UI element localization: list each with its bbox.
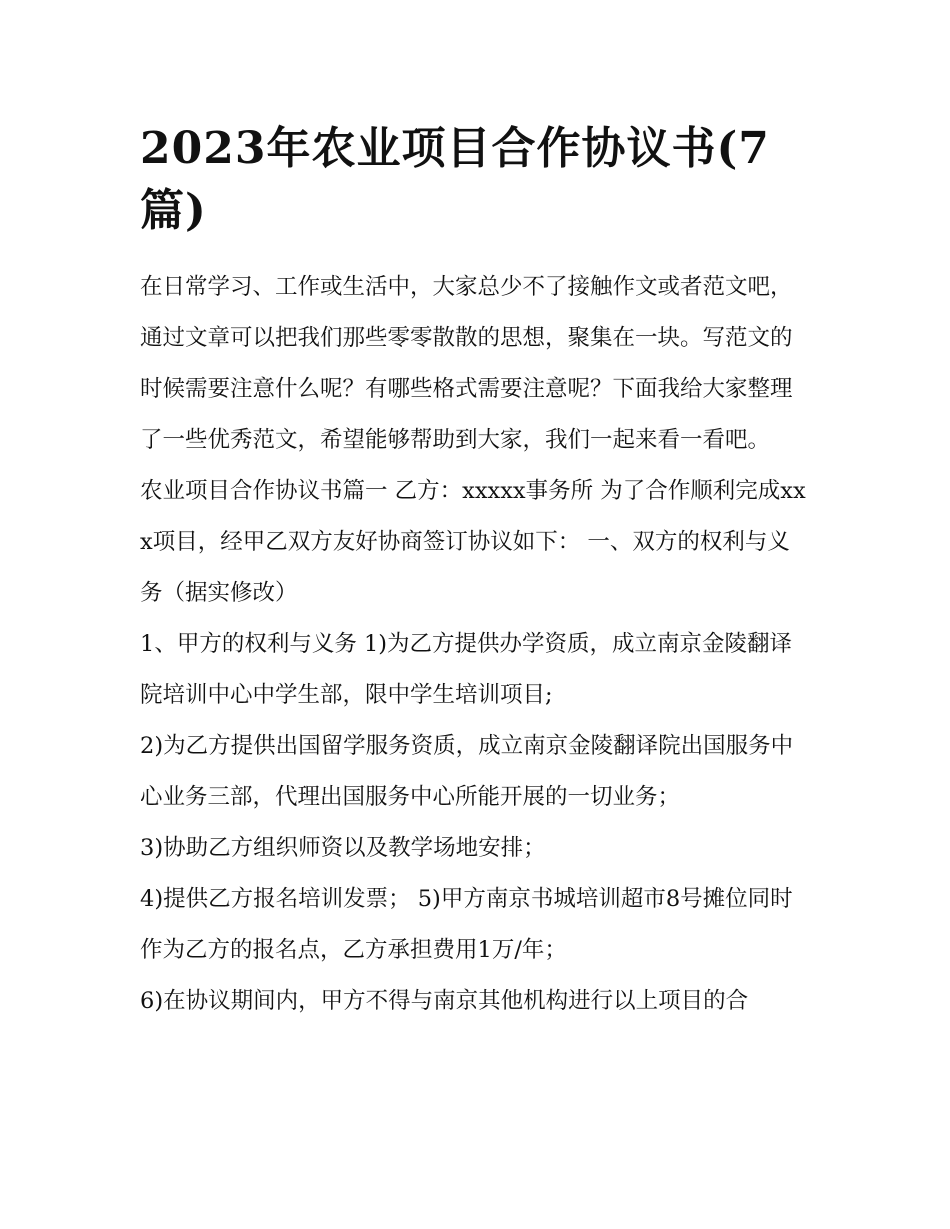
paragraph-party-a-rights: 1、甲方的权利与义务 1)为乙方提供办学资质，成立南京金陵翻译院培训中心中学生部，限中学生培训项目; — [140, 631, 793, 708]
document-page — [140, 118, 812, 1027]
document-body — [140, 262, 812, 1027]
paragraph-agreement-one: 农业项目合作协议书篇一 乙方：xxxxx事务所 为了合作顺利完成xxx项目，经甲乙双方友好协商签订协议如下： 一、双方的权利与义务（据实修改） — [140, 478, 806, 606]
document-title: 2023年农业项目合作协议书(7篇) — [140, 123, 770, 236]
paragraph-invoice-registration: 4)提供乙方报名培训发票； 5)甲方南京书城培训超市8号摊位同时作为乙方的报名点，乙方承担费用1万/年； — [140, 886, 793, 963]
paragraph-exclusivity: 6)在协议期间内，甲方不得与南京其他机构进行以上项目的合 — [140, 988, 749, 1014]
paragraph-teaching-venue: 3)协助乙方组织师资以及教学场地安排； — [140, 835, 546, 861]
paragraph-study-abroad: 2)为乙方提供出国留学服务资质，成立南京金陵翻译院出国服务中心业务三部，代理出国服务中心所能开展的一切业务； — [140, 733, 794, 810]
paragraph-intro: 在日常学习、工作或生活中，大家总少不了接触作文或者范文吧，通过文章可以把我们那些零零散散的思想，聚集在一块。写范文的时候需要注意什么呢？有哪些格式需要注意呢？下面我给大家整理了一些优秀范文，希望能够帮助到大家，我们一起来看一看吧。 — [140, 274, 793, 453]
